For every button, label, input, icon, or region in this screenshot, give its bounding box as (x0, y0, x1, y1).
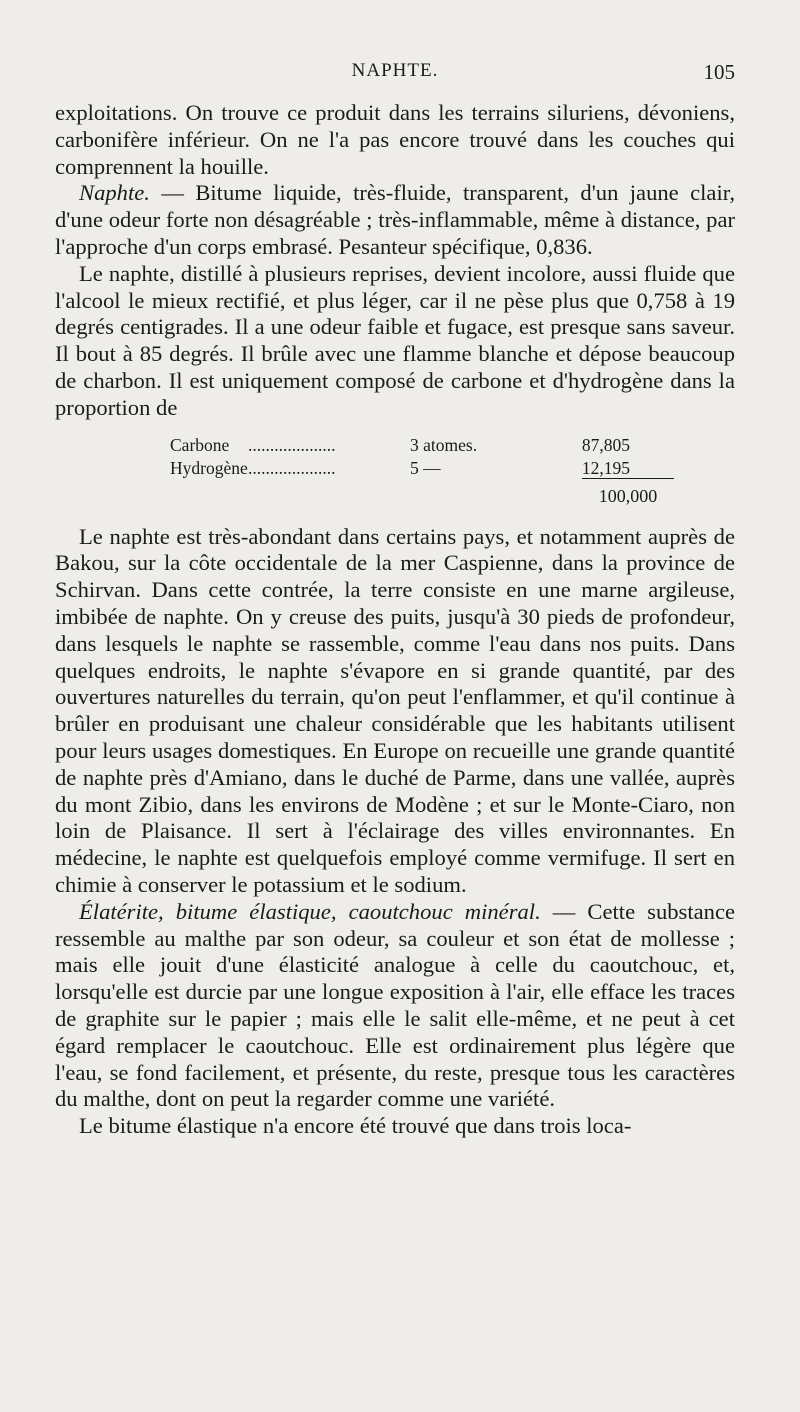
paragraph-intro: exploitations. On trouve ce produit dans les terrains siluriens, dévoniens, carbonifère inférieur. On ne l'a pas encore trouvé dans les couches qui comprennent la houille. (55, 100, 735, 179)
paragraph-naphte-locations: Le naphte est très-abondant dans certains pays, et notamment auprès de Bakou, sur la côte occidentale de la mer Caspienne, dans la province de Schirvan. Dans cette contrée, la terre consiste en une marne argileuse, imbibée de naphte. On y creuse des puits, jusqu'à 30 pieds de profondeur, dans lesquels le naphte se rassemble, comme l'eau dans nos puits. Dans quelques endroits, le naphte s'évapore en si grande quantité, par des ouvertures naturelles du terrain, qu'on peut l'enflammer, et qu'il continue à brûler en produisant une chaleur considérable que les habitants utilisent pour leurs usages domestiques. En Europe on recueille une grande quantité de naphte près d'Amiano, dans le duché de Parme, dans une vallée, auprès du mont Zibio, dans les environs de Modène ; et sur le Monte-Ciaro, non loin de Plaisance. Il sert à l'éclairage des villes environnantes. En médecine, le naphte est quelquefois employé comme vermifuge. Il sert en chimie à conserver le potassium et le sodium. (55, 523, 735, 897)
paragraph-naphte-properties: Le naphte, distillé à plusieurs reprises, devient incolore, aussi fluide que l'alcool le mieux rectifié, et plus léger, car il ne pèse plus que 0,758 à 19 degrés centigrades. Il a une odeur faible et fugace, est presque sans saveur. Il bout à 85 degrés. Il brûle avec une flamme blanche et dépose beaucoup de charbon. Il est uniquement composé de carbone et d'hydrogène dans la proportion de (55, 260, 735, 420)
body-text (55, 100, 735, 1140)
leader-dots: .................... (248, 434, 336, 455)
elaterite-description: — Cette substance ressemble au malthe par son odeur, sa couleur et son état de mollesse ; mais elle jouit d'une élasticité analogue à celle du caoutchouc, et, lorsqu'elle est durcie par une longue exposition à l'air, elle efface les traces de graphite sur le papier ; mais elle le salit elle-même, et ne peut à cet égard remplacer le caoutchouc. Elle est ordinairement plus légère que l'eau, se fond facilement, et présente, du reste, presque tous les caractères du malthe, dont on peut la regarder comme une variété. (55, 898, 735, 1112)
atom-count: 5 — (410, 457, 441, 478)
composition-row-hydrogene (170, 455, 630, 477)
running-head (55, 60, 735, 90)
sum-rule (582, 478, 674, 479)
paragraph-elaterite (55, 899, 735, 1113)
paragraph-bitume-elastique: Le bitume élastique n'a encore été trouvé que dans trois loca- (79, 1113, 632, 1139)
element-name: Carbone (170, 434, 230, 455)
composition-total: 100,000 (598, 485, 658, 506)
naphte-description: — Bitume liquide, très-fluide, transparent, d'un jaune clair, d'une odeur forte non désagréable ; très-inflammable, même à distance, par l'approche d'un corps embrasé. Pesanteur spécifique, 0,836. (55, 180, 735, 259)
term-naphte: Naphte. (79, 180, 150, 206)
element-name: Hydrogène (170, 457, 248, 478)
percentage-value: 12,195 (581, 457, 630, 478)
term-elaterite: Élatérite, bitume élastique, caoutchouc minéral. (79, 898, 541, 924)
running-title: NAPHTE. (351, 60, 439, 81)
composition-table (55, 428, 735, 516)
composition-row-carbone (170, 432, 630, 454)
page-number: 105 (703, 60, 735, 84)
atom-count: 3 atomes. (410, 434, 478, 455)
leader-dots: .................... (248, 457, 336, 478)
paragraph-naphte-definition (55, 180, 735, 260)
percentage-value: 87,805 (581, 434, 630, 455)
